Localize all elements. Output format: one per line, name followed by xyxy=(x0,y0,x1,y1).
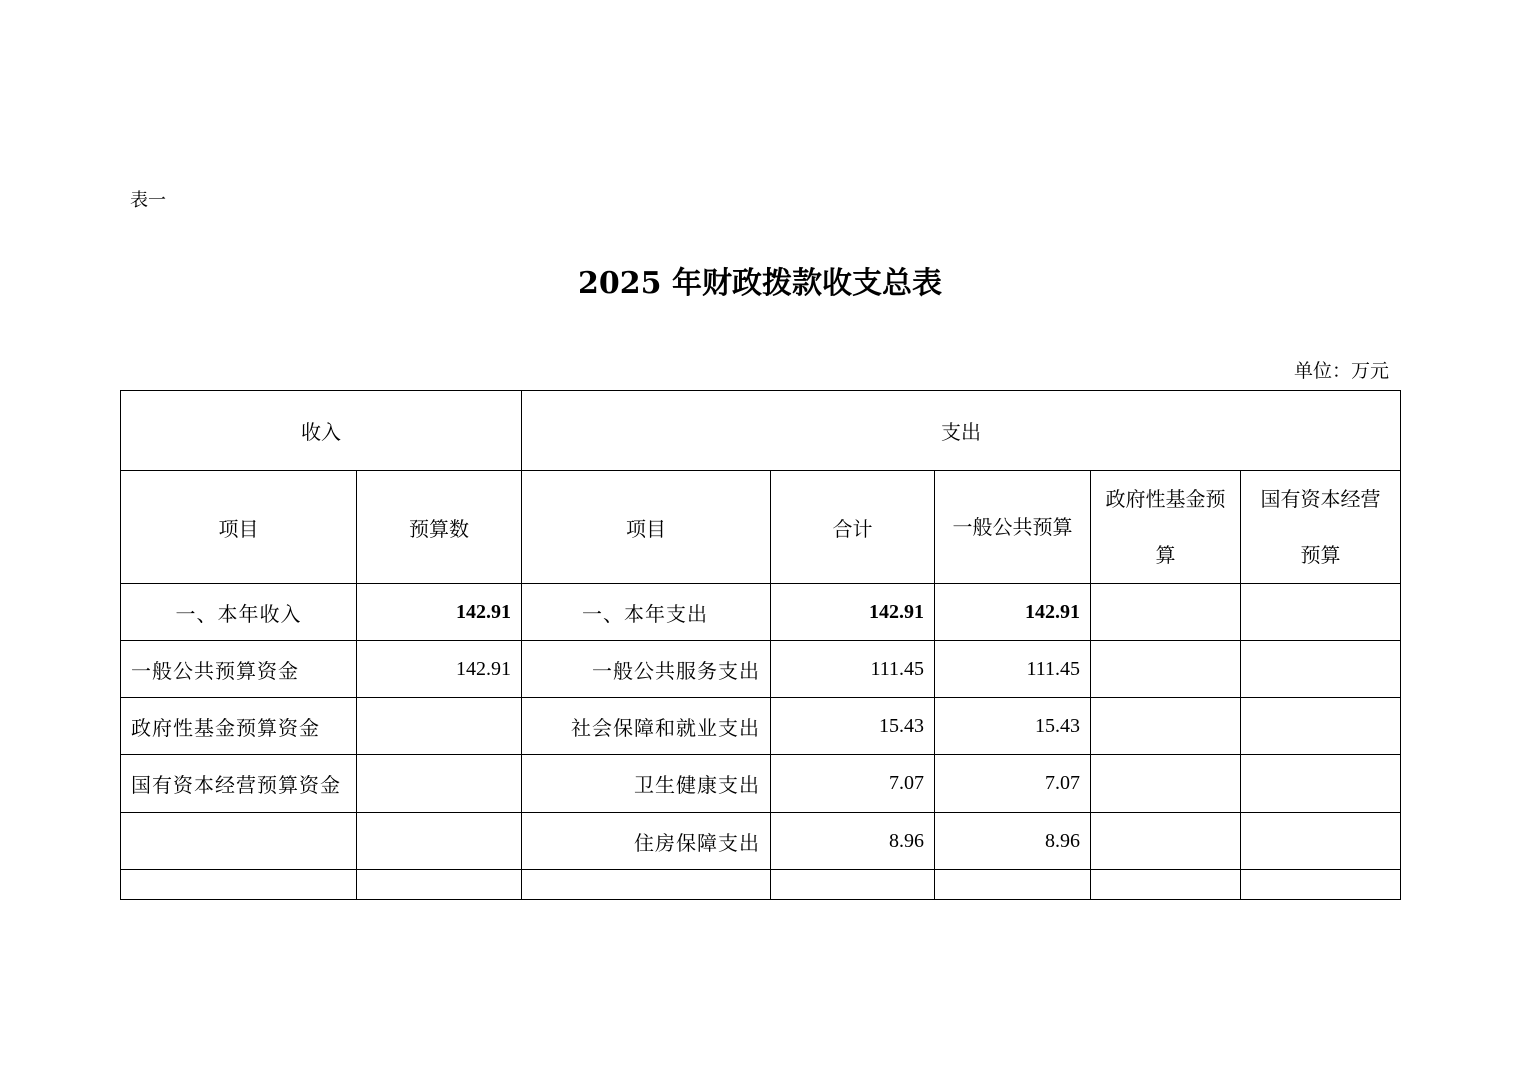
expense-item-cell xyxy=(522,870,771,900)
income-item-cell: 一、本年收入 xyxy=(121,584,357,641)
general-public-cell: 8.96 xyxy=(935,813,1091,870)
expense-item-cell: 住房保障支出 xyxy=(522,813,771,870)
page-title: 2025 年财政拨款收支总表 xyxy=(578,266,942,301)
state-capital-cell xyxy=(1241,641,1401,698)
gov-fund-cell xyxy=(1091,870,1241,900)
income-group-header: 收入 xyxy=(121,391,522,471)
income-budget-cell xyxy=(357,870,522,900)
general-public-cell: 111.45 xyxy=(935,641,1091,698)
state-capital-cell xyxy=(1241,870,1401,900)
gov-fund-cell xyxy=(1091,698,1241,755)
expense-item-cell: 社会保障和就业支出 xyxy=(522,698,771,755)
general-public-cell xyxy=(935,870,1091,900)
column-header-row xyxy=(121,471,1401,584)
group-header-row xyxy=(121,391,1401,471)
income-budget-cell: 142.91 xyxy=(357,584,522,641)
unit-label: 单位：万元 xyxy=(1293,360,1389,382)
col-income-budget: 预算数 xyxy=(357,471,522,584)
table-row xyxy=(121,755,1401,813)
gov-fund-cell xyxy=(1091,755,1241,813)
gov-fund-cell xyxy=(1091,641,1241,698)
table-row xyxy=(121,813,1401,870)
gov-fund-cell xyxy=(1091,813,1241,870)
budget-table xyxy=(120,390,1401,900)
state-capital-cell xyxy=(1241,584,1401,641)
total-cell: 142.91 xyxy=(771,584,935,641)
col-total: 合计 xyxy=(771,471,935,584)
expense-item-cell: 卫生健康支出 xyxy=(522,755,771,813)
col-state-capital: 国有资本经营预算 xyxy=(1241,471,1401,584)
col-gov-fund: 政府性基金预算 xyxy=(1091,471,1241,584)
income-item-cell xyxy=(121,870,357,900)
table-row xyxy=(121,870,1401,900)
income-budget-cell: 142.91 xyxy=(357,641,522,698)
total-cell: 15.43 xyxy=(771,698,935,755)
total-cell: 111.45 xyxy=(771,641,935,698)
income-item-cell: 政府性基金预算资金 xyxy=(121,698,357,755)
income-item-cell xyxy=(121,813,357,870)
income-item-cell: 一般公共预算资金 xyxy=(121,641,357,698)
total-cell: 8.96 xyxy=(771,813,935,870)
col-expense-item: 项目 xyxy=(522,471,771,584)
income-budget-cell xyxy=(357,813,522,870)
income-budget-cell xyxy=(357,755,522,813)
state-capital-cell xyxy=(1241,813,1401,870)
state-capital-cell xyxy=(1241,755,1401,813)
income-item-cell: 国有资本经营预算资金 xyxy=(121,755,357,813)
general-public-cell: 7.07 xyxy=(935,755,1091,813)
expense-item-cell: 一、本年支出 xyxy=(522,584,771,641)
general-public-cell: 15.43 xyxy=(935,698,1091,755)
table-row xyxy=(121,641,1401,698)
col-income-item: 项目 xyxy=(121,471,357,584)
expense-group-header: 支出 xyxy=(522,391,1401,471)
expense-item-cell: 一般公共服务支出 xyxy=(522,641,771,698)
total-cell: 7.07 xyxy=(771,755,935,813)
income-budget-cell xyxy=(357,698,522,755)
table-row xyxy=(121,584,1401,641)
table-row xyxy=(121,698,1401,755)
table-label: 表一 xyxy=(130,190,166,211)
state-capital-cell xyxy=(1241,698,1401,755)
gov-fund-cell xyxy=(1091,584,1241,641)
general-public-cell: 142.91 xyxy=(935,584,1091,641)
total-cell xyxy=(771,870,935,900)
col-general-public: 一般公共预算 xyxy=(935,471,1091,584)
